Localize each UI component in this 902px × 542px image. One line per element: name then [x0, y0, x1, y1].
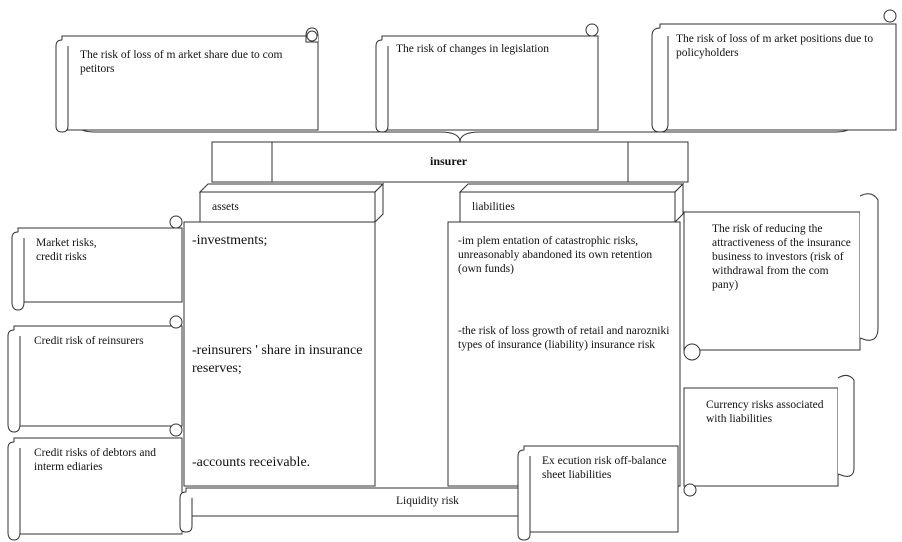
- scroll-top-1: [56, 28, 318, 132]
- right-risk-currency: Currency risks associated with liabilities: [706, 399, 824, 425]
- right-risk-investors: The risk of reducing the attractiveness of the insurance business to investors (risk of withdrawal from the com pany): [712, 223, 851, 291]
- liabilities-item-loss-growth: -the risk of loss growth of retail and narozniki types of insurance (liability) insurance risk: [458, 325, 670, 351]
- top-risk-legislation: The risk of changes in legislation: [396, 43, 549, 55]
- assets-item-receivable: -accounts receivable.: [192, 455, 311, 470]
- scroll-top-3: [652, 10, 896, 132]
- scroll-left-3: [8, 424, 182, 540]
- top-risk-market-share: The risk of loss of m arket share due to com petitors: [80, 49, 283, 75]
- top-risk-policyholders: The risk of loss of m arket positions due to policyholders: [676, 33, 874, 59]
- left-risk-debtors: Credit risks of debtors and interm ediaries: [34, 447, 157, 473]
- liabilities-label: liabilities: [472, 201, 515, 213]
- scroll-right-2: [684, 375, 854, 496]
- left-risk-market-credit: Market risks, credit risks: [36, 237, 97, 263]
- scroll-top-2: [376, 24, 598, 132]
- assets-label: assets: [212, 201, 239, 213]
- left-risk-reinsurers: Credit risk of reinsurers: [34, 335, 144, 347]
- assets-item-investments: -investments;: [192, 233, 268, 248]
- insurer-title: insurer: [430, 154, 468, 168]
- liquidity-risk-label: Liquidity risk: [396, 495, 459, 507]
- assets-item-reinsurers: -reinsurers ' share in insurance reserves;: [192, 343, 363, 376]
- right-risk-execution: Ex ecution risk off-balance sheet liabilities: [542, 455, 667, 481]
- liabilities-item-catastrophic: -im plem entation of catastrophic risks, unreasonably abandoned its own retention (own funds): [458, 235, 653, 275]
